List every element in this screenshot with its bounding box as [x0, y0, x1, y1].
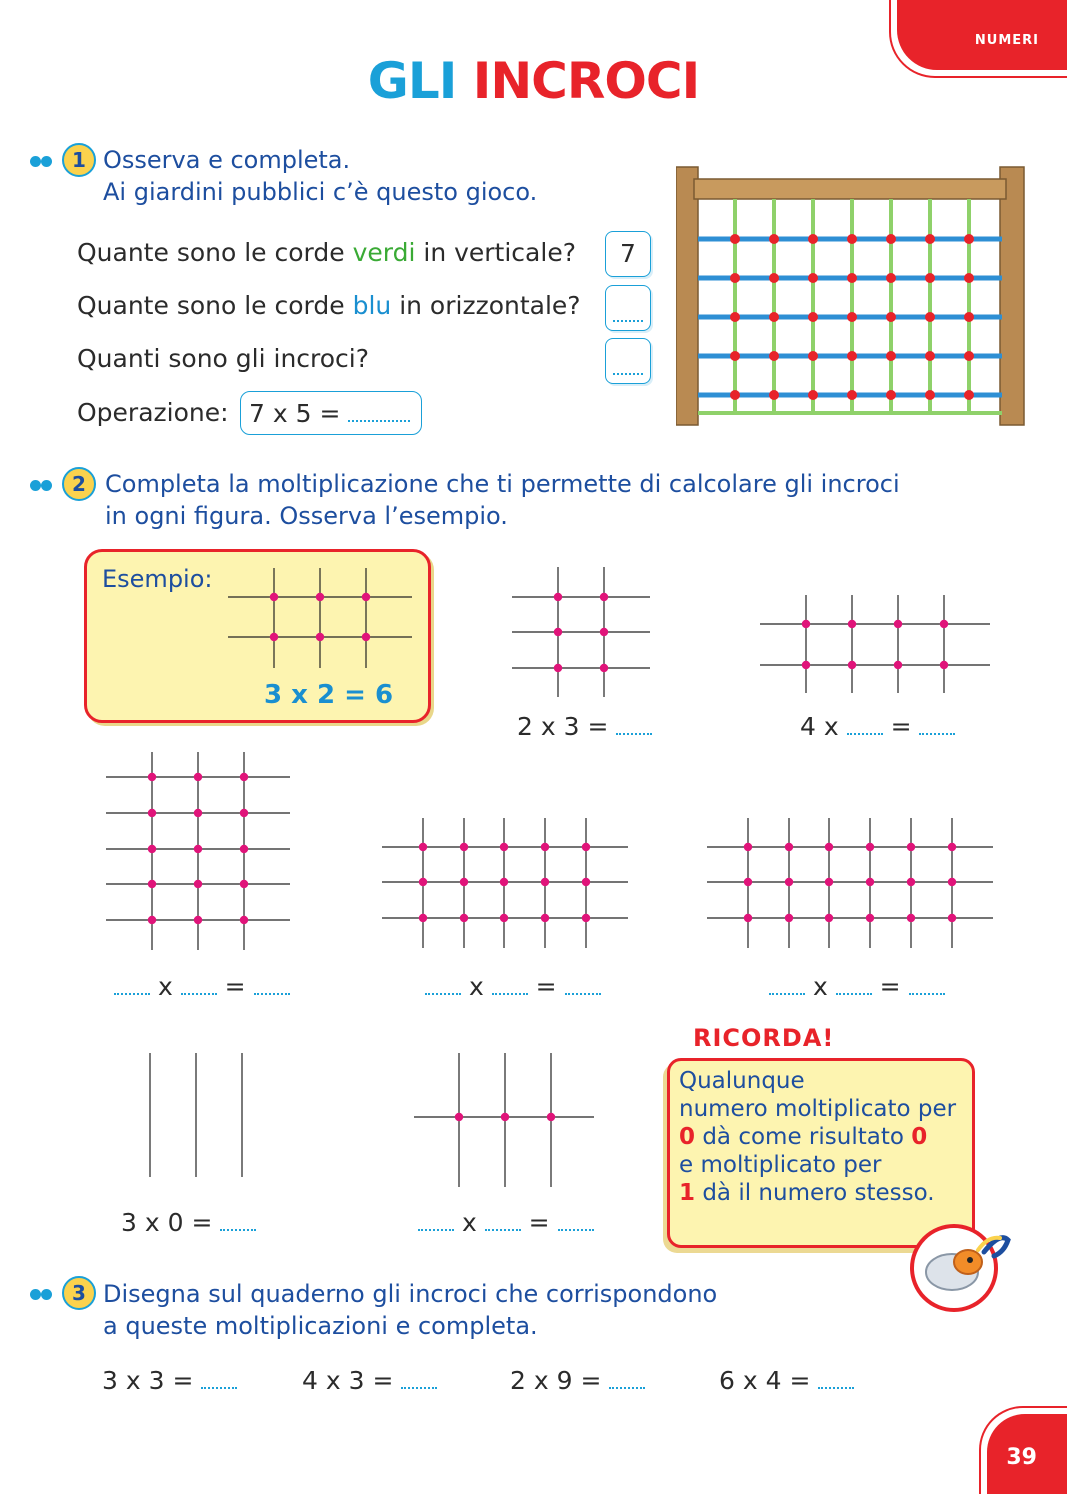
intersection-dot — [419, 914, 427, 922]
equation-d: x = — [425, 972, 601, 1001]
intersection-dot — [240, 773, 248, 781]
exercise-2-instruction: Completa la moltiplicazione che ti permette di calcolare gli incroci in ogni figura. Osserva l’esempio. — [105, 470, 900, 530]
intersection-dot — [582, 843, 590, 851]
title-part2: INCROCI — [472, 52, 700, 110]
exercise-1-instruction — [103, 144, 537, 208]
rope-knot — [808, 390, 818, 400]
rope-knot — [964, 273, 974, 283]
top-beam — [694, 179, 1006, 199]
rope-knot — [769, 312, 779, 322]
intersection-dot — [894, 620, 902, 628]
page-title — [0, 52, 1067, 110]
intersection-dot — [785, 843, 793, 851]
question-1: Quante sono le corde verdi in verticale? — [77, 238, 576, 267]
intersection-dot — [848, 661, 856, 669]
exercise-3-instruction: Disegna sul quaderno gli incroci che corrispondono a queste moltiplicazioni e completa. — [103, 1280, 718, 1340]
equation-c: x = — [114, 972, 290, 1001]
intersection-dot — [547, 1113, 555, 1121]
intersection-dot — [940, 620, 948, 628]
intersection-dot — [240, 845, 248, 853]
exercise-1-line2: Ai giardini pubblici c’è questo gioco. — [103, 178, 538, 206]
rope-knot — [808, 312, 818, 322]
intersection-dot — [500, 878, 508, 886]
grid-e — [707, 818, 993, 948]
intersection-dot — [240, 916, 248, 924]
intersection-dot — [501, 1113, 509, 1121]
intersection-dot — [460, 878, 468, 886]
rope-knot — [730, 351, 740, 361]
rope-knot — [808, 234, 818, 244]
intersection-dot — [194, 880, 202, 888]
rope-knot — [808, 351, 818, 361]
ricorda-text: Qualunque numero moltiplicato per 0 dà come risultato 0 e moltiplicato per 1 dà il numero stesso. — [679, 1068, 957, 1206]
operation-box[interactable]: 7 x 5 = — [240, 391, 422, 435]
grid-a — [512, 567, 650, 697]
intersection-dot — [866, 914, 874, 922]
intersection-dot — [948, 843, 956, 851]
rope-knot — [886, 273, 896, 283]
intersection-dot — [866, 878, 874, 886]
intersection-dot — [554, 664, 562, 672]
grid-b — [760, 595, 990, 693]
rope-knot — [886, 351, 896, 361]
rope-knot — [769, 234, 779, 244]
exercise-2-number: 2 — [62, 467, 96, 501]
rope-knot — [925, 273, 935, 283]
example-label: Esempio: — [102, 565, 213, 593]
intersection-dot — [194, 773, 202, 781]
intersection-dot — [460, 843, 468, 851]
rope-knot — [847, 312, 857, 322]
intersection-dot — [316, 593, 324, 601]
intersection-dot — [907, 914, 915, 922]
intersection-dot — [270, 593, 278, 601]
grid-g — [414, 1053, 594, 1187]
rope-knot — [925, 234, 935, 244]
intersection-dot — [419, 843, 427, 851]
rope-knot — [769, 390, 779, 400]
intersection-dot — [362, 593, 370, 601]
intersection-dot — [541, 843, 549, 851]
ex3-equation-4: 6 x 4 = — [719, 1366, 854, 1395]
intersection-dot — [744, 843, 752, 851]
intersection-dot — [600, 664, 608, 672]
answer-box-1: 7 — [605, 231, 651, 277]
intersection-dot — [194, 916, 202, 924]
exercise-1-line1: Osserva e completa. — [103, 146, 351, 174]
intersection-dot — [744, 878, 752, 886]
intersection-dot — [148, 916, 156, 924]
rope-knot — [847, 273, 857, 283]
intersection-dot — [554, 628, 562, 636]
rope-knot — [886, 234, 896, 244]
ex3-equation-1: 3 x 3 = — [102, 1366, 237, 1395]
operation-label: Operazione: — [77, 398, 229, 427]
intersection-dot — [240, 809, 248, 817]
intersection-dot — [148, 845, 156, 853]
intersection-dot — [460, 914, 468, 922]
ricorda-title: RICORDA! — [693, 1024, 835, 1052]
intersection-dot — [848, 620, 856, 628]
answer-box-3[interactable] — [605, 338, 651, 384]
page-number: 39 — [1006, 1445, 1037, 1470]
rope-knot — [964, 312, 974, 322]
title-part1: GLI — [367, 52, 457, 110]
equation-e: x = — [769, 972, 945, 1001]
grid-d — [382, 818, 628, 948]
intersection-dot — [541, 878, 549, 886]
intersection-dot — [419, 878, 427, 886]
difficulty-dots-icon — [30, 477, 48, 491]
exercise-1-badge — [62, 143, 96, 177]
intersection-dot — [148, 773, 156, 781]
rope-knot — [730, 273, 740, 283]
intersection-dot — [802, 620, 810, 628]
intersection-dot — [194, 809, 202, 817]
question-2: Quante sono le corde blu in orizzontale? — [77, 291, 581, 320]
rope-knot — [925, 312, 935, 322]
intersection-dot — [785, 878, 793, 886]
intersection-dot — [582, 914, 590, 922]
intersection-dot — [270, 633, 278, 641]
intersection-dot — [500, 843, 508, 851]
intersection-dot — [148, 809, 156, 817]
intersection-dot — [194, 845, 202, 853]
equation-g: x = — [418, 1208, 594, 1237]
rope-knot — [769, 351, 779, 361]
rope-knot — [886, 312, 896, 322]
example-equation: 3 x 2 = 6 — [264, 680, 394, 710]
rope-knot — [808, 273, 818, 283]
ex3-equation-3: 2 x 9 = — [510, 1366, 645, 1395]
intersection-dot — [240, 880, 248, 888]
intersection-dot — [866, 843, 874, 851]
intersection-dot — [541, 914, 549, 922]
intersection-dot — [948, 878, 956, 886]
intersection-dot — [500, 914, 508, 922]
difficulty-dots-icon — [30, 1286, 48, 1300]
intersection-dot — [940, 661, 948, 669]
intersection-dot — [802, 661, 810, 669]
left-post — [676, 167, 698, 425]
equation-f: 3 x 0 = — [121, 1208, 256, 1237]
section-label: NUMERI — [974, 33, 1039, 48]
intersection-dot — [316, 633, 324, 641]
rope-knot — [964, 390, 974, 400]
exercise-3-badge — [62, 1276, 96, 1310]
rope-knot — [730, 234, 740, 244]
ex3-equation-2: 4 x 3 = — [302, 1366, 437, 1395]
rope-knot — [964, 351, 974, 361]
intersection-dot — [600, 593, 608, 601]
intersection-dot — [600, 628, 608, 636]
grid-example — [228, 568, 412, 668]
exercise-1-number: 1 — [62, 143, 96, 177]
rope-knot — [964, 234, 974, 244]
rope-knot — [886, 390, 896, 400]
rope-net-illustration — [676, 165, 1031, 430]
answer-box-2[interactable] — [605, 285, 651, 331]
exercise-2-badge — [62, 467, 96, 501]
grid-c — [106, 752, 290, 950]
intersection-dot — [825, 878, 833, 886]
equation-b: 4 x = — [800, 712, 955, 741]
intersection-dot — [825, 843, 833, 851]
intersection-dot — [582, 878, 590, 886]
rope-knot — [847, 390, 857, 400]
intersection-dot — [894, 661, 902, 669]
rope-knot — [730, 390, 740, 400]
equation-a: 2 x 3 = — [517, 712, 652, 741]
rope-knot — [847, 234, 857, 244]
intersection-dot — [907, 843, 915, 851]
rope-knot — [730, 312, 740, 322]
rope-knot — [925, 390, 935, 400]
exercise-3-number: 3 — [62, 1276, 96, 1310]
question-3: Quanti sono gli incroci? — [77, 344, 370, 373]
grid-f — [104, 1053, 288, 1177]
intersection-dot — [744, 914, 752, 922]
intersection-dot — [785, 914, 793, 922]
intersection-dot — [362, 633, 370, 641]
difficulty-dots-icon — [30, 153, 48, 167]
intersection-dot — [825, 914, 833, 922]
intersection-dot — [455, 1113, 463, 1121]
right-post — [1000, 167, 1024, 425]
rope-knot — [925, 351, 935, 361]
mascot-icon — [908, 1222, 1018, 1314]
intersection-dot — [948, 914, 956, 922]
intersection-dot — [907, 878, 915, 886]
intersection-dot — [554, 593, 562, 601]
rope-knot — [769, 273, 779, 283]
rope-knot — [847, 351, 857, 361]
intersection-dot — [148, 880, 156, 888]
